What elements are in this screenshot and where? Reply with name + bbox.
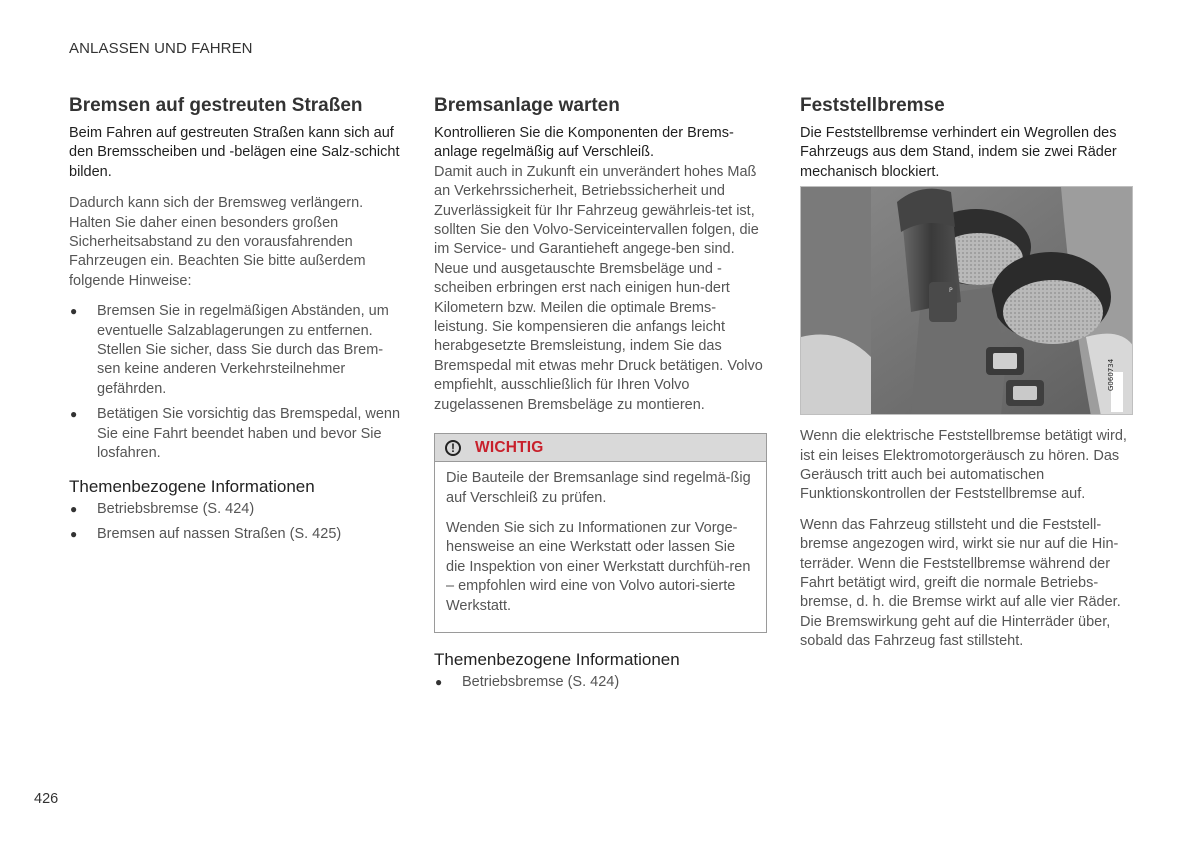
body-paragraph: Damit auch in Zukunft ein unverändert hohes Maß an Verkehrssicherheit, Betriebssicherheit und Zuverlässigkeit für Ihr Fahrzeug gewährleis-tet ist, sollten Sie den Volvo-Serviceintervallen folgen, die im Service- und Garantieheft angege-ben sind. Neue und ausgetauschte Bremsbeläge und -scheiben erbringen erst nach einigen hun-dert Kilometern bzw. Meilen die optimale Brems-leistung. Sie kompensieren die anfangs leicht herabgesetzte Bremsleistung, indem Sie das Bremspedal mit etwas mehr Druck betätigen. Volvo empfiehlt, ausschließlich für Ihren Volvo zugelassenen Bremsbeläge zu montieren. xyxy=(434,163,763,413)
bullet-icon: ● xyxy=(70,304,78,319)
warning-paragraph: Die Bauteile der Bremsanlage sind regelmä-ßig auf Verschleiß zu prüfen. xyxy=(446,470,751,506)
body-paragraph: Wenn das Fahrzeug stillsteht und die Feststell-bremse angezogen wird, wirkt sie nur auf die Hin-terräder. Wenn die Feststellbremse während der Fahrt betätigt wird, greift die normale Betriebs-bremse, d. h. die Bremse wirkt auf alle vier Räder. Die Bremswirkung geht auf die Hinterräder über, sobald das Fahrzeug fast stillsteht. xyxy=(800,516,1121,650)
exclamation-icon: ! xyxy=(445,440,461,456)
section-heading: Bremsanlage warten xyxy=(434,95,620,116)
related-links xyxy=(434,673,767,692)
column-brake-maintenance xyxy=(434,94,767,704)
related-link[interactable]: ● Bremsen auf nassen Straßen (S. 425) xyxy=(69,525,402,544)
list-item: ● Betätigen Sie vorsichtig das Bremspedal, wenn Sie eine Fahrt beendet haben und bevor Sie losfahren. xyxy=(70,406,401,462)
column-salted-roads xyxy=(69,94,402,556)
warning-box xyxy=(434,433,767,633)
center-console-illustration xyxy=(801,187,1133,415)
lead-paragraph: Kontrollieren Sie die Komponenten der Brems-anlage regelmäßig auf Verschleiß. xyxy=(434,125,734,161)
related-link[interactable]: ● Betriebsbremse (S. 424) xyxy=(69,500,402,519)
bullet-icon: ● xyxy=(70,526,78,541)
body-paragraph: Dadurch kann sich der Bremsweg verlängern. Halten Sie daher einen besonders großen Sicherheitsabstand zu den vorausfahrenden Fahrzeugen ein. Beachten Sie bitte außerdem folgende Hinweise: xyxy=(69,195,366,289)
warning-body xyxy=(435,462,766,632)
body-paragraph: Wenn die elektrische Feststellbremse betätigt wird, ist ein leises Elektromotorgeräusch zu hören. Das Geräusch tritt auch bei automatischen Funktionskontrollen der Feststellbremse auf. xyxy=(800,428,1127,503)
list-item: ● Bremsen Sie in regelmäßigen Abständen, um eventuelle Salzablagerungen zu entfernen. Stellen Sie sicher, dass Sie durch das Brem-sen keine anderen Verkehrsteilnehmer gefährden. xyxy=(70,303,389,397)
image-code-label: G060734 xyxy=(1107,359,1115,392)
page-number: 426 xyxy=(34,791,59,807)
warning-header xyxy=(435,434,766,462)
related-links xyxy=(69,500,402,545)
bullet-icon: ● xyxy=(70,501,78,516)
column-parking-brake xyxy=(800,94,1134,663)
section-heading: Feststellbremse xyxy=(800,95,945,116)
running-header: ANLASSEN UND FAHREN xyxy=(69,40,253,57)
bullet-icon: ● xyxy=(435,674,443,689)
center-console-photo xyxy=(800,186,1133,415)
warning-paragraph: Wenden Sie sich zu Informationen zur Vorge-hensweise an eine Werkstatt oder lassen Sie die Inspektion von einer Werkstatt durchfüh-ren – empfohlen wird eine von Volvo autori-sierte Werkstatt. xyxy=(446,519,751,614)
svg-text:P: P xyxy=(949,287,953,295)
related-link[interactable]: ● Betriebsbremse (S. 424) xyxy=(434,673,767,692)
lead-paragraph: Die Feststellbremse verhindert ein Wegrollen des Fahrzeugs aus dem Stand, indem sie zwei Räder mechanisch blockiert. xyxy=(800,125,1117,180)
section-heading: Bremsen auf gestreuten Straßen xyxy=(69,95,363,116)
lead-paragraph: Beim Fahren auf gestreuten Straßen kann sich auf den Bremsscheiben und -belägen eine Salz-schicht bilden. xyxy=(69,125,400,180)
bullet-list xyxy=(69,302,402,463)
bullet-icon: ● xyxy=(70,407,78,422)
related-info-heading: Themenbezogene Informationen xyxy=(69,476,315,496)
related-info-heading: Themenbezogene Informationen xyxy=(434,649,680,669)
warning-title: WICHTIG xyxy=(475,438,544,456)
